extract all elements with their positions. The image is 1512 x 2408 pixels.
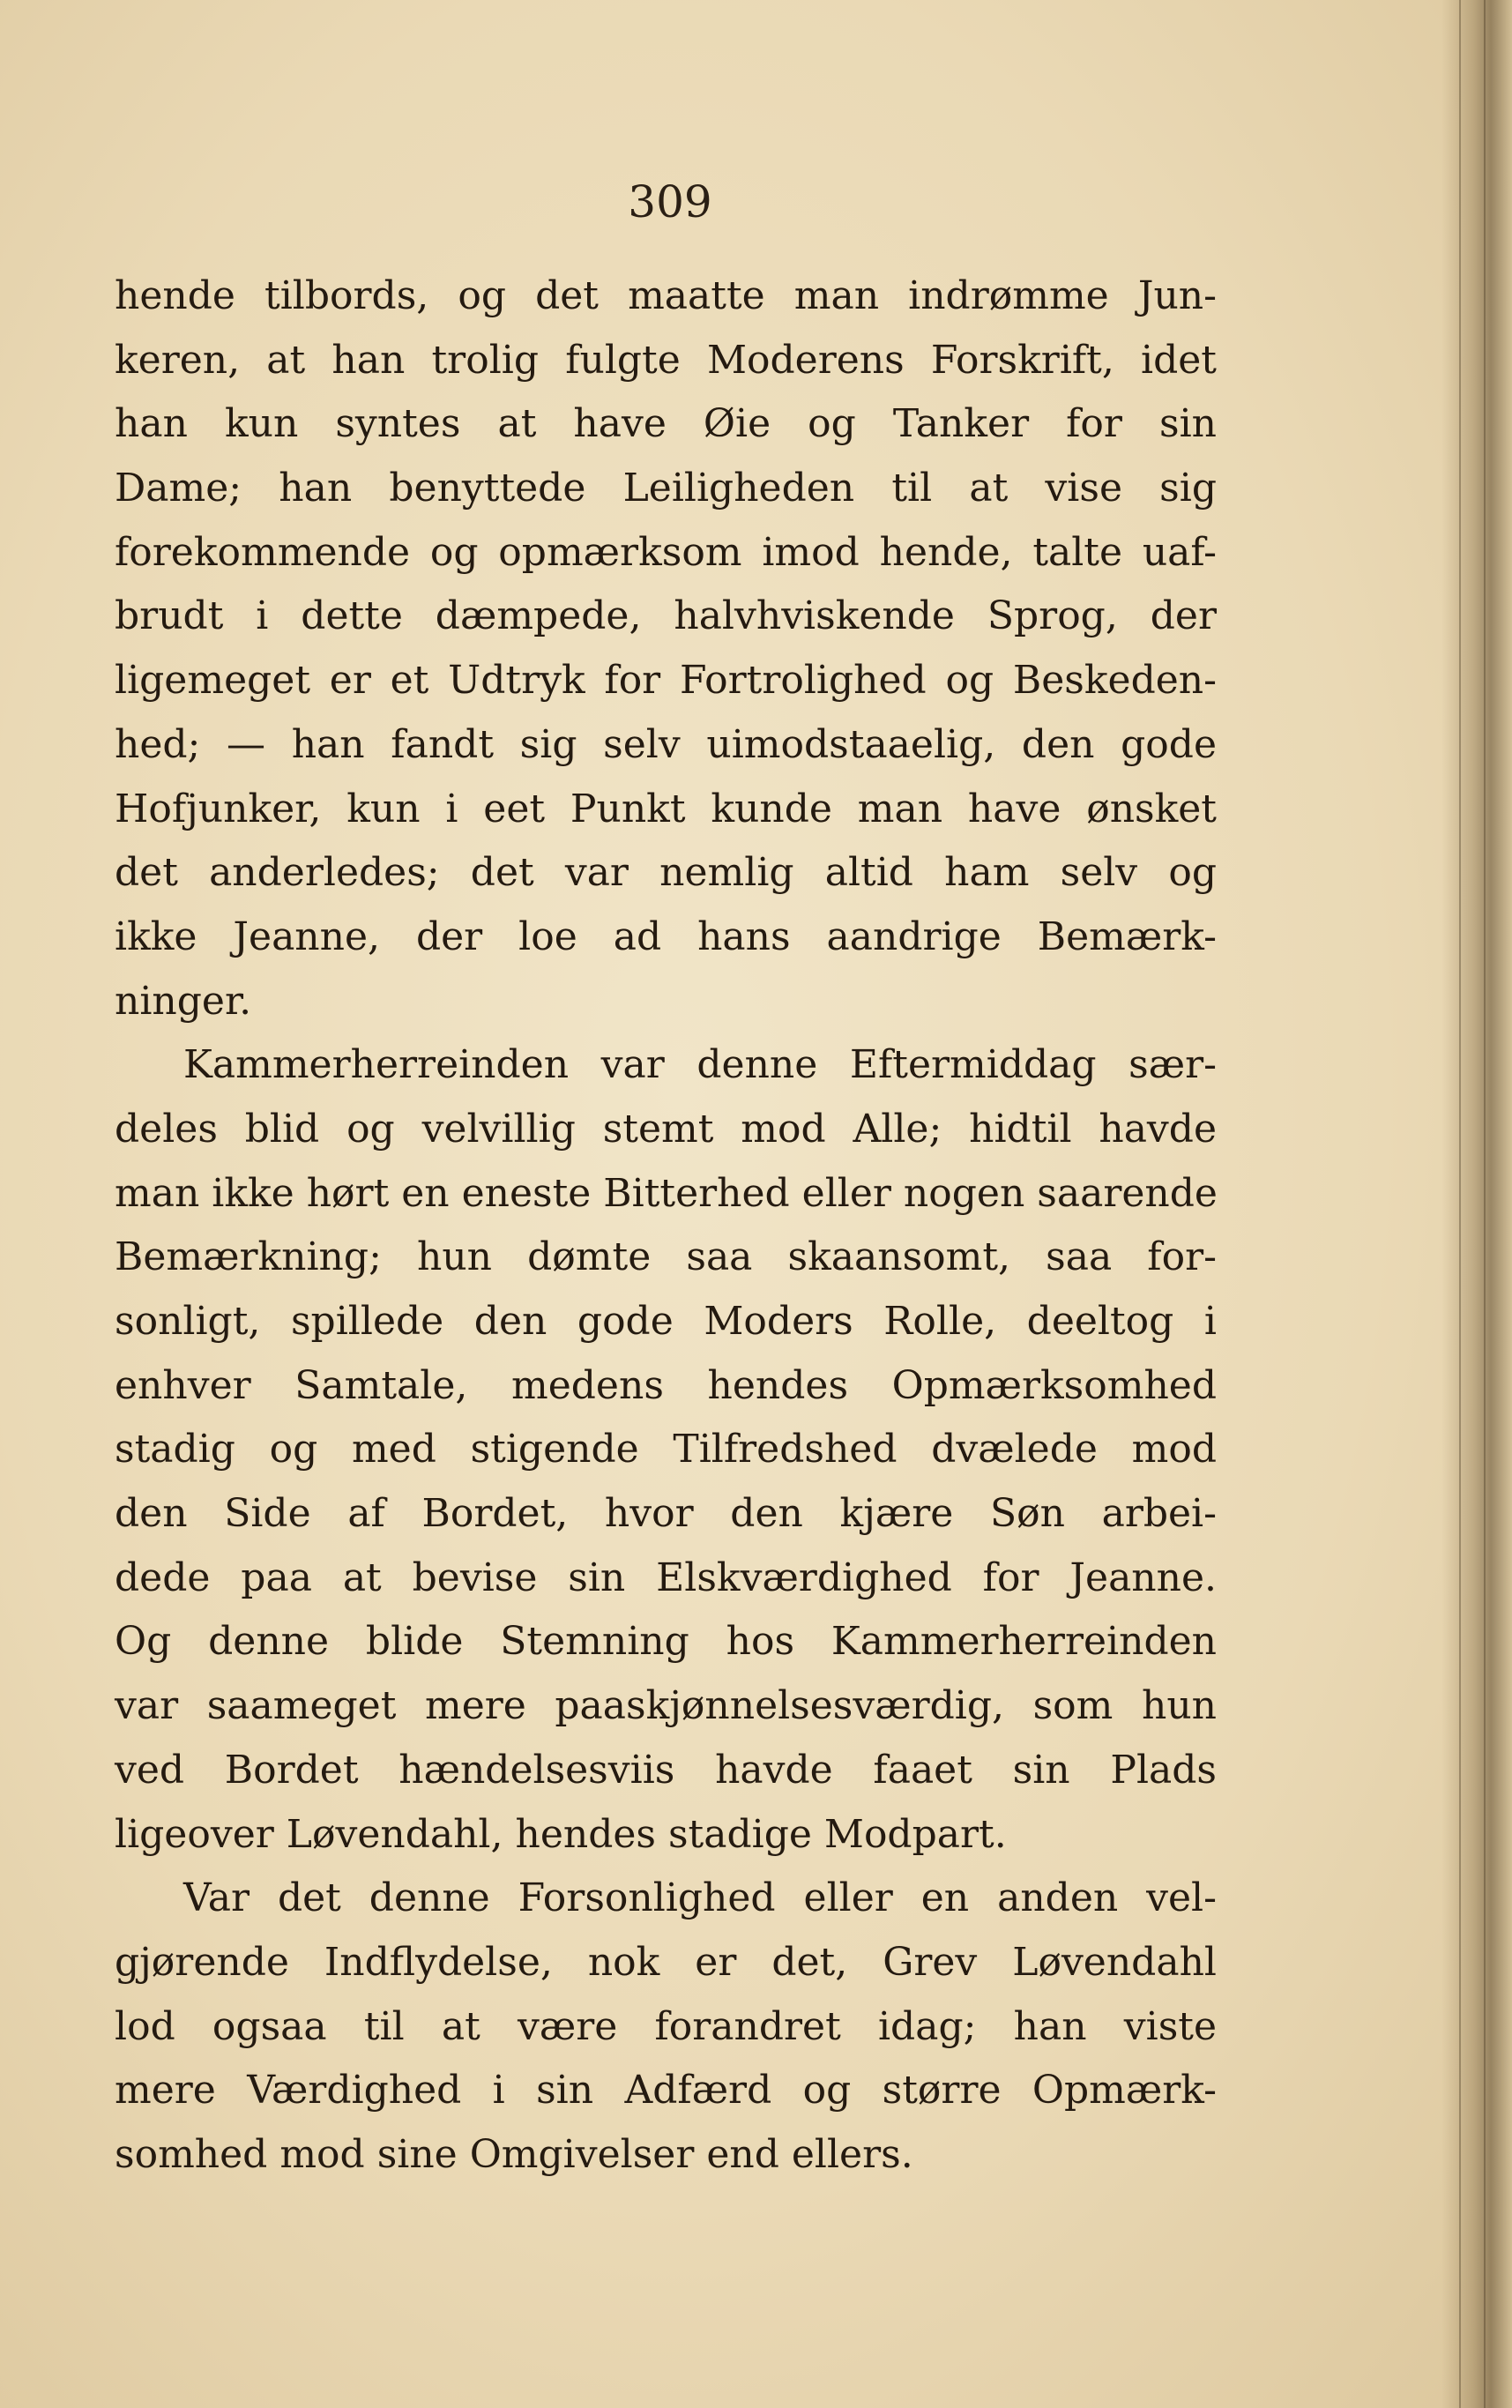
text-line: man ikke hørt en eneste Bitterhed eller nogen saarende — [115, 1170, 1218, 1216]
text-line: Hofjunker, kun i eet Punkt kunde man have ønsket — [115, 786, 1217, 831]
text-line: Dame; han benyttede Leiligheden til at vise sig — [115, 466, 1217, 511]
binding-line — [1484, 0, 1486, 2408]
text-line: enhver Samtale, medens hendes Opmærksomhed — [115, 1362, 1217, 1408]
text-line: sonligt, spillede den gode Moders Rolle, deeltog i — [115, 1299, 1217, 1344]
binding-edge — [1441, 0, 1512, 2408]
text-line: ligemeget er et Udtryk for Fortrolighed og Beskeden- — [115, 658, 1217, 704]
text-line: ligeover Løvendahl, hendes stadige Modpart. — [115, 1811, 1007, 1857]
text-line: Og denne blide Stemning hos Kammerherreinden — [115, 1619, 1217, 1665]
text-line: Var det denne Forsonlighed eller en anden vel- — [183, 1875, 1217, 1921]
text-line: den Side af Bordet, hvor den kjære Søn arbei- — [115, 1491, 1217, 1537]
text-line: han kun syntes at have Øie og Tanker for sin — [115, 401, 1217, 447]
text-line: hende tilbords, og det maatte man indrømme Jun- — [115, 273, 1217, 318]
text-line: var saameget mere paaskjønnelsesværdig, som hun — [115, 1683, 1217, 1729]
text-line: det anderledes; det var nemlig altid ham selv og — [115, 850, 1217, 896]
text-line: keren, at han trolig fulgte Moderens Forskrift, idet — [115, 337, 1217, 383]
text-line: mere Værdighed i sin Adfærd og større Opmærk- — [115, 2068, 1217, 2114]
text-line: lod ogsaa til at være forandret idag; han viste — [115, 2003, 1217, 2049]
text-line: dede paa at bevise sin Elskværdighed for Jeanne. — [115, 1554, 1217, 1600]
body-text — [115, 265, 1217, 2188]
binding-line — [1459, 0, 1461, 2408]
text-line: somhed mod sine Omgivelser end ellers. — [115, 2131, 913, 2177]
text-line: Bemærkning; hun dømte saa skaansomt, saa for- — [115, 1234, 1217, 1280]
text-line: deles blid og velvillig stemt mod Alle; hidtil havde — [115, 1106, 1217, 1152]
page-number: 309 — [628, 176, 712, 227]
text-line: ved Bordet hændelsesviis havde faaet sin Plads — [115, 1747, 1217, 1793]
text-line: forekommende og opmærksom imod hende, talte uaf- — [115, 529, 1217, 575]
text-line: ninger. — [115, 978, 252, 1024]
text-line: hed; — han fandt sig selv uimodstaaelig, den gode — [115, 721, 1217, 767]
text-line: brudt i dette dæmpede, halvhviskende Sprog, der — [115, 593, 1217, 639]
text-line: stadig og med stigende Tilfredshed dvælede mod — [115, 1427, 1217, 1472]
text-line: gjørende Indflydelse, nok er det, Grev Løvendahl — [115, 1939, 1217, 1985]
text-line: ikke Jeanne, der loe ad hans aandrige Bemærk- — [115, 913, 1217, 959]
text-line: Kammerherreinden var denne Eftermiddag sær- — [183, 1042, 1217, 1088]
